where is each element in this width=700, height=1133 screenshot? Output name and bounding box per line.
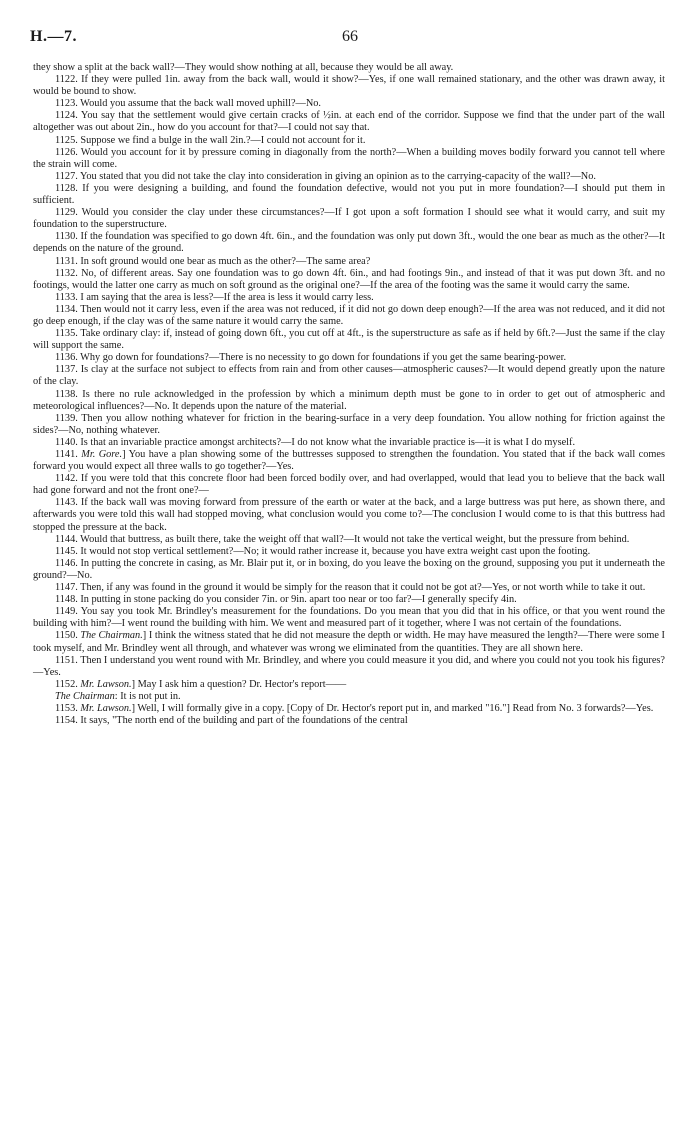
- testimony-paragraph: 1132. No, of different areas. Say one foundation was to go down 4ft. 6in., and had footings 9in., and instead of that it was put down 3ft. and no footings, would the latter one carry as much on soft ground as the original one?—If the area of the footing was the same it would carry the same.: [33, 267, 665, 291]
- testimony-paragraph: 1122. If they were pulled 1in. away from the back wall, would it show?—Yes, if one wall remained stationary, and the other was drawn away, it would be bound to show.: [33, 74, 665, 98]
- testimony-paragraph: 1138. Is there no rule acknowledged in the profession by which a minimum depth must be gone to in order to get out of atmospheric and meteorological influences?—No. It depends upon the nature of the material.: [33, 388, 665, 412]
- continued-paragraph: they show a split at the back wall?—They would show nothing at all, because they would be all away.: [33, 62, 454, 73]
- question-number: 1153.: [55, 702, 81, 714]
- testimony-paragraph: 1139. Then you allow nothing whatever for friction in the bearing-surface in a very deep foundation. You allow nothing for friction against the sides?—No, nothing whatever.: [33, 412, 665, 436]
- question-number: 1152.: [55, 678, 81, 690]
- document-body: [33, 62, 665, 727]
- testimony-paragraph: 1128. If you were designing a building, and found the foundation defective, would not you put in more foundation?—I should put them in sufficient.: [33, 182, 665, 207]
- testimony-text: ] Well, I will formally give in a copy. [Copy of Dr. Hector's report put in, and marked "16."] Read from No. 3 forwards?—Yes.: [131, 702, 654, 714]
- testimony-text: ] May I ask him a question? Dr. Hector's report——: [131, 678, 347, 690]
- page-number: 66: [342, 28, 358, 45]
- testimony-paragraph: 1151. Then I understand you went round with Mr. Brindley, and where you could measure it you did, and where you could not you took his figures?—Yes.: [33, 654, 665, 678]
- testimony-paragraph: [33, 679, 665, 691]
- testimony-paragraph: 1143. If the back wall was moving forward from pressure of the earth or water at the back, and a large buttress was put here, as shown there, and afterwards you were told this wall had stopped moving, what conclusion would you come to?—The conclusion I would come to is that this buttress had stopped the pressure at the back.: [33, 497, 665, 533]
- testimony-paragraph: 1134. Then would not it carry less, even if the area was not reduced, if it did not go down deep enough?—If the area was not reduced, and it did not go deep enough, if the clay was of the same nature it would carry the same.: [33, 303, 665, 327]
- testimony-paragraph: 1145. It would not stop vertical settlement?—No; it would rather increase it, because you have extra weight cast upon the footing.: [55, 545, 591, 557]
- speaker-name: Mr. Gore.: [81, 449, 123, 460]
- testimony-paragraph: 1137. Is clay at the surface not subject to effects from rain and from other causes—atmospheric causes?—It would depend greatly upon the nature of the clay.: [33, 364, 665, 388]
- testimony-paragraph: 1146. In putting the concrete in casing, as Mr. Blair put it, or in boxing, do you leave the boxing on the ground, supposing you put it underneath the ground?—No.: [33, 557, 665, 581]
- testimony-paragraph: 1135. Take ordinary clay: if, instead of going down 6ft., you cut off at 4ft., is the superstructure as safe as if held by 6ft.?—Just the same if the clay will support the same.: [33, 328, 665, 352]
- question-number: 1141.: [55, 449, 82, 460]
- testimony-paragraph: 1123. Would you assume that the back wall moved uphill?—No.: [55, 98, 321, 110]
- testimony-paragraph: [33, 691, 665, 703]
- page-header: [26, 28, 674, 50]
- report-reference: H.—7.: [30, 28, 77, 45]
- testimony-paragraph: 1147. Then, if any was found in the ground it would be simply for the reason that it could not be got at?—Yes, or not worth while to take it out.: [55, 582, 646, 594]
- testimony-paragraph: [33, 449, 665, 473]
- testimony-paragraph: [33, 630, 665, 654]
- speaker-name: Mr. Lawson.: [80, 702, 132, 714]
- testimony-paragraph: 1129. Would you consider the clay under these circumstances?—If I got upon a soft formation I should see what it would carry, and suit my foundation to the superstructure.: [33, 207, 665, 231]
- testimony-paragraph: [33, 703, 665, 715]
- testimony-paragraph: 1125. Suppose we find a bulge in the wall 2in.?—I could not account for it.: [55, 134, 366, 146]
- speaker-name: Mr. Lawson.: [80, 678, 132, 690]
- testimony-paragraph: 1148. In putting in stone packing do you consider 7in. or 9in. apart too near or too far?—I generally specify 4in.: [55, 594, 517, 606]
- testimony-paragraph: 1131. In soft ground would one bear as much as the other?—The same area?: [55, 255, 371, 267]
- testimony-paragraph: 1133. I am saying that the area is less?—If the area is less it would carry less.: [55, 291, 374, 303]
- speaker-name: The Chairman.: [80, 630, 143, 642]
- testimony-paragraph: 1154. It says, "The north end of the building and part of the foundations of the central: [55, 715, 408, 727]
- testimony-text: : It is not put in.: [114, 690, 181, 702]
- question-number: 1150.: [55, 630, 81, 642]
- testimony-paragraph: 1130. If the foundation was specified to go down 4ft. 6in., and the foundation was only put down 3ft., would the one bear as much as the other?—It depends on the nature of the ground.: [33, 231, 665, 255]
- testimony-paragraph: 1136. Why go down for foundations?—There is no necessity to go down for foundations if you get the same bearing-power.: [55, 352, 567, 364]
- testimony-paragraph: 1140. Is that an invariable practice amongst architects?—I do not know what the invariable practice is—it is what I do myself.: [55, 436, 576, 448]
- testimony-paragraph: 1142. If you were told that this concrete floor had been forced bodily over, and had overlapped, would that lead you to believe that the back wall had gone forward and not the front one?—: [33, 473, 665, 497]
- testimony-paragraph: 1144. Would that buttress, as built there, take the weight off that wall?—It would not take the vertical weight, but the pressure from behind.: [55, 533, 630, 545]
- testimony-paragraph: 1127. You stated that you did not take the clay into consideration in giving an opinion as to the carrying-capacity of the wall?—No.: [55, 170, 596, 182]
- testimony-paragraph: 1124. You say that the settlement would give certain cracks of ½in. at each end of the corridor. Suppose we find that the under part of the wall altogether was out about 2in., how do you account for that?—I could not say that.: [33, 110, 665, 134]
- testimony-text: ] You have a plan showing some of the buttresses supposed to strengthen the foundation. You stated that if the back wall comes forward you would expect all three walls to go together?—Yes.: [33, 449, 665, 473]
- testimony-paragraph: 1126. Would you account for it by pressure coming in diagonally from the north?—When a building moves bodily forward you cannot tell where the strain will come.: [33, 146, 665, 170]
- testimony-text: ] I think the witness stated that he did not measure the depth or width. He may have measured the length?—There were some I took myself, and Mr. Brindley went all through, and whatever was wrong we eliminated from the quantities. They are all shown here.: [33, 630, 665, 654]
- speaker-name: The Chairman: [55, 690, 115, 702]
- testimony-paragraph: 1149. You say you took Mr. Brindley's measurement for the foundations. Do you mean that you did that in his office, or that you went round the building with him?—I went round the building with him. We went and measured part of it together, where I was not certain of the foundations.: [33, 606, 665, 630]
